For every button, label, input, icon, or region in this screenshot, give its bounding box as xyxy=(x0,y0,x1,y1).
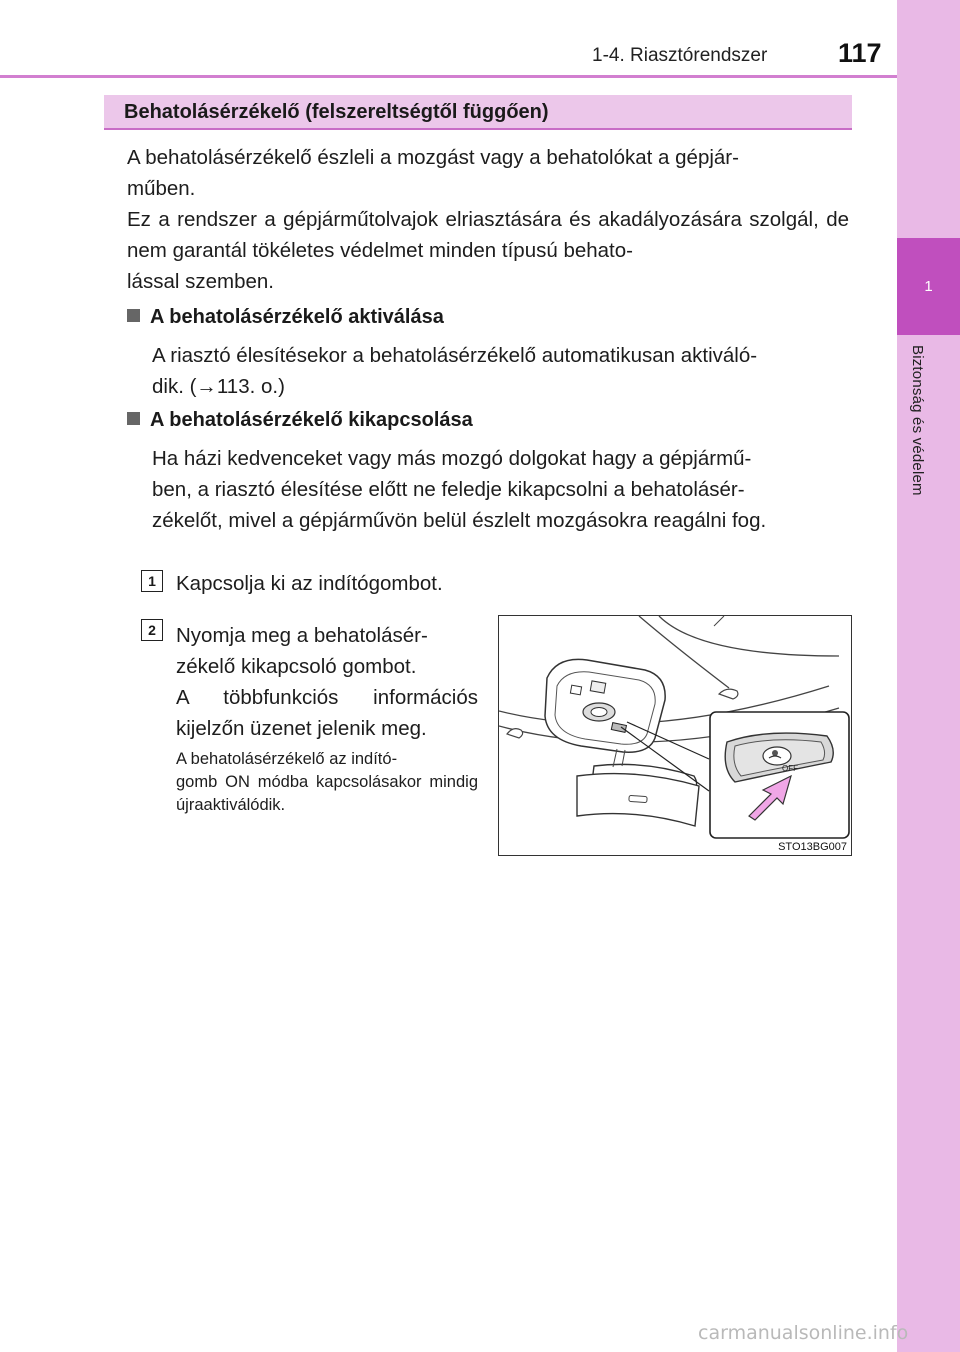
section-title-bar: Behatolásérzékelő (felszereltségtől függően) xyxy=(104,95,852,130)
deactivation-paragraph-text: Ha házi kedvenceket vagy más mozgó dolgokat hagy a gépjármű- ben, a riasztó élesítése előtt ne feledje kikapcsolni a behatolásér- zékelőt, mivel a gépjárművön belül észlelt mozgásokra reagálni fog. xyxy=(152,447,767,532)
activation-paragraph-text: A riasztó élesítésekor a behatolásérzékelő automatikusan aktiváló- dik. (→113. o.) xyxy=(152,344,758,398)
overhead-console-illustration xyxy=(498,615,852,856)
header-section-title: 1-4. Riasztórendszer xyxy=(592,45,768,66)
intro-paragraph-2 xyxy=(127,204,849,297)
step-2-number: 2 xyxy=(141,619,163,641)
intro-paragraph-1-text: A behatolásérzékelő észleli a mozgást vagy a behatolókat a gépjár- műben. xyxy=(127,146,739,200)
intro-paragraph-2-text: Ez a rendszer a gépjárműtolvajok elriasztására és akadályozására szolgál, de nem garantál tökéletes védelmet minden típusú behato- lással szemben. xyxy=(127,208,849,293)
page-number: 117 xyxy=(838,38,882,68)
intro-paragraph-1 xyxy=(127,142,849,204)
activation-heading xyxy=(127,306,444,329)
step-1-text: Kapcsolja ki az indítógombot. xyxy=(176,572,443,595)
step-1-number: 1 xyxy=(141,570,163,592)
deactivation-heading-text: A behatolásérzékelő kikapcsolása xyxy=(150,409,473,431)
activation-heading-text: A behatolásérzékelő aktiválása xyxy=(150,306,444,328)
watermark: carmanualsonline.info xyxy=(698,1322,909,1344)
activation-paragraph xyxy=(152,340,849,402)
off-button-label: OFF xyxy=(782,764,798,773)
chapter-title-vertical: Biztonság és védelem xyxy=(909,345,926,496)
chapter-number-tab: 1 xyxy=(897,238,960,335)
step-2-note: A behatolásérzékelő az indító- gomb ON módba kapcsolásakor mindig újraaktiválódik. xyxy=(176,750,478,814)
square-bullet-icon xyxy=(127,309,140,322)
deactivation-paragraph xyxy=(152,443,849,536)
deactivation-heading xyxy=(127,409,473,432)
square-bullet-icon xyxy=(127,412,140,425)
header-divider xyxy=(0,75,897,78)
overhead-console-drawing xyxy=(499,616,852,856)
chapter-side-tab xyxy=(897,0,960,1352)
step-2-text: Nyomja meg a behatolásér- zékelő kikapcsoló gombot. A többfunkciós információs kijelzőn üzenet jelenik meg. xyxy=(176,624,478,740)
illustration-code: STO13BG007 xyxy=(778,841,847,853)
